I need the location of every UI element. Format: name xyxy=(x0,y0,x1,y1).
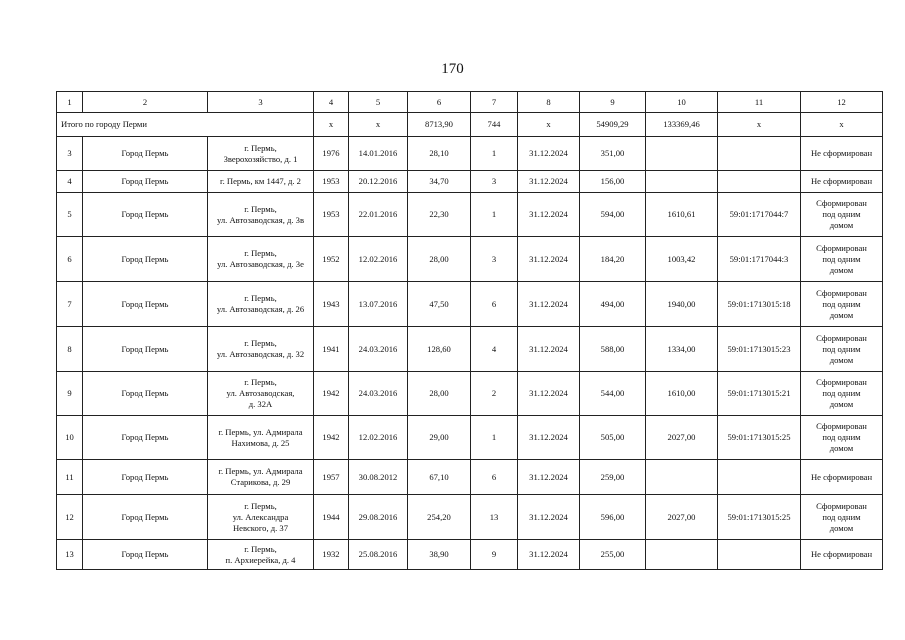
status-cell-line: под одним xyxy=(822,388,861,398)
col10-cell: 2027,00 xyxy=(646,495,718,540)
column-number: 5 xyxy=(349,92,408,113)
address-cell-line: ул. Автозаводская, д. 32 xyxy=(216,349,305,359)
deadline-cell: 31.12.2024 xyxy=(518,416,580,460)
address-cell xyxy=(208,372,314,416)
status-cell-line: Не сформирован xyxy=(810,148,873,158)
status-cell-line: под одним xyxy=(822,209,861,219)
date-cell: 29.08.2016 xyxy=(349,495,408,540)
area-cell: 254,20 xyxy=(408,495,471,540)
col9-cell: 594,00 xyxy=(580,193,646,237)
area-cell: 28,00 xyxy=(408,237,471,282)
status-cell-line: Сформирован xyxy=(816,421,867,431)
people-cell: 4 xyxy=(471,327,518,372)
col10-cell xyxy=(646,540,718,570)
col9-cell: 494,00 xyxy=(580,282,646,327)
status-cell-line: под одним xyxy=(822,253,861,264)
municipality-cell: Город Пермь xyxy=(83,237,208,282)
year-cell: 1953 xyxy=(314,171,349,193)
col9-cell: 351,00 xyxy=(580,137,646,171)
date-cell: 22.01.2016 xyxy=(349,193,408,237)
area-cell: 67,10 xyxy=(408,460,471,495)
table-row xyxy=(57,495,883,540)
col10-cell: 1940,00 xyxy=(646,282,718,327)
date-cell: 12.02.2016 xyxy=(349,237,408,282)
row-number: 4 xyxy=(57,171,83,193)
status-cell xyxy=(801,237,883,282)
area-cell: 29,00 xyxy=(408,416,471,460)
row-number: 6 xyxy=(57,237,83,282)
status-cell xyxy=(801,171,883,193)
address-cell xyxy=(208,327,314,372)
row-number: 8 xyxy=(57,327,83,372)
address-cell xyxy=(208,171,314,193)
status-cell xyxy=(801,327,883,372)
deadline-cell: 31.12.2024 xyxy=(518,282,580,327)
table-row xyxy=(57,327,883,372)
year-cell: 1944 xyxy=(314,495,349,540)
table-row xyxy=(57,137,883,171)
address-cell-line: г. Пермь, км 1447, д. 2 xyxy=(220,176,301,186)
total-people: 744 xyxy=(471,113,518,137)
cadastral-cell xyxy=(718,171,801,193)
deadline-cell: 31.12.2024 xyxy=(518,540,580,570)
cadastral-cell: 59:01:1713015:21 xyxy=(718,372,801,416)
col9-cell: 184,20 xyxy=(580,237,646,282)
municipality-cell: Город Пермь xyxy=(83,137,208,171)
address-cell-line: г. Пермь, xyxy=(244,248,277,258)
status-cell-line: Сформирован xyxy=(816,242,867,253)
year-cell: 1976 xyxy=(314,137,349,171)
people-cell: 3 xyxy=(471,171,518,193)
area-cell: 28,10 xyxy=(408,137,471,171)
col9-cell: 544,00 xyxy=(580,372,646,416)
people-cell: 1 xyxy=(471,137,518,171)
area-cell: 34,70 xyxy=(408,171,471,193)
status-cell-line: домом xyxy=(829,354,854,365)
status-cell xyxy=(801,460,883,495)
column-number: 3 xyxy=(208,92,314,113)
total-cell: х xyxy=(718,113,801,137)
table-row xyxy=(57,171,883,193)
address-cell-line: г. Пермь, xyxy=(244,543,277,554)
date-cell: 13.07.2016 xyxy=(349,282,408,327)
deadline-cell: 31.12.2024 xyxy=(518,193,580,237)
col10-cell: 1334,00 xyxy=(646,327,718,372)
column-number: 4 xyxy=(314,92,349,113)
col9-cell: 156,00 xyxy=(580,171,646,193)
people-cell: 6 xyxy=(471,282,518,327)
year-cell: 1957 xyxy=(314,460,349,495)
status-cell-line: домом xyxy=(829,220,854,230)
deadline-cell: 31.12.2024 xyxy=(518,495,580,540)
municipality-cell: Город Пермь xyxy=(83,540,208,570)
row-number: 5 xyxy=(57,193,83,237)
municipality-cell: Город Пермь xyxy=(83,495,208,540)
status-cell-line: домом xyxy=(829,399,854,409)
address-cell xyxy=(208,193,314,237)
address-cell xyxy=(208,282,314,327)
people-cell: 1 xyxy=(471,416,518,460)
status-cell-line: под одним xyxy=(822,298,861,309)
total-row xyxy=(57,113,883,137)
total-cell: х xyxy=(518,113,580,137)
row-number: 3 xyxy=(57,137,83,171)
total-col10: 133369,46 xyxy=(646,113,718,137)
municipality-cell: Город Пермь xyxy=(83,416,208,460)
col9-cell: 255,00 xyxy=(580,540,646,570)
status-cell-line: Сформирован xyxy=(816,287,867,298)
address-cell-line: г. Пермь, ул. Адмирала xyxy=(218,426,303,437)
date-cell: 25.08.2016 xyxy=(349,540,408,570)
status-cell-line: Сформирован xyxy=(816,500,867,511)
address-cell-line: ул. Автозаводская, д. 3е xyxy=(217,259,304,269)
date-cell: 20.12.2016 xyxy=(349,171,408,193)
municipality-cell: Город Пермь xyxy=(83,460,208,495)
total-area: 8713,90 xyxy=(408,113,471,137)
people-cell: 9 xyxy=(471,540,518,570)
date-cell: 24.03.2016 xyxy=(349,327,408,372)
municipality-cell: Город Пермь xyxy=(83,372,208,416)
deadline-cell: 31.12.2024 xyxy=(518,372,580,416)
year-cell: 1952 xyxy=(314,237,349,282)
status-cell-line: под одним xyxy=(822,511,861,522)
status-cell xyxy=(801,282,883,327)
year-cell: 1942 xyxy=(314,416,349,460)
column-number-row xyxy=(57,92,883,113)
col9-cell: 505,00 xyxy=(580,416,646,460)
address-cell-line: г. Пермь, xyxy=(244,377,277,387)
cadastral-cell xyxy=(718,540,801,570)
date-cell: 24.03.2016 xyxy=(349,372,408,416)
address-cell-line: г. Пермь, xyxy=(244,500,277,511)
municipality-cell: Город Пермь xyxy=(83,327,208,372)
table-row xyxy=(57,416,883,460)
year-cell: 1941 xyxy=(314,327,349,372)
status-cell-line: домом xyxy=(829,443,854,453)
address-cell xyxy=(208,540,314,570)
row-number: 10 xyxy=(57,416,83,460)
col9-cell: 596,00 xyxy=(580,495,646,540)
area-cell: 22,30 xyxy=(408,193,471,237)
address-cell-line: ул. Автозаводская, xyxy=(226,388,295,398)
municipality-cell: Город Пермь xyxy=(83,282,208,327)
people-cell: 2 xyxy=(471,372,518,416)
status-cell-line: Не сформирован xyxy=(810,549,873,559)
status-cell xyxy=(801,540,883,570)
date-cell: 12.02.2016 xyxy=(349,416,408,460)
status-cell xyxy=(801,372,883,416)
cadastral-cell: 59:01:1713015:25 xyxy=(718,495,801,540)
status-cell-line: под одним xyxy=(822,343,861,354)
col10-cell: 1610,61 xyxy=(646,193,718,237)
table-row xyxy=(57,282,883,327)
status-cell xyxy=(801,137,883,171)
deadline-cell: 31.12.2024 xyxy=(518,171,580,193)
date-cell: 14.01.2016 xyxy=(349,137,408,171)
address-cell-line: г. Пермь, xyxy=(244,203,277,214)
table-row xyxy=(57,193,883,237)
column-number: 7 xyxy=(471,92,518,113)
row-number: 11 xyxy=(57,460,83,495)
deadline-cell: 31.12.2024 xyxy=(518,137,580,171)
status-cell xyxy=(801,193,883,237)
people-cell: 13 xyxy=(471,495,518,540)
address-cell xyxy=(208,237,314,282)
table-row xyxy=(57,460,883,495)
people-cell: 1 xyxy=(471,193,518,237)
column-number: 6 xyxy=(408,92,471,113)
deadline-cell: 31.12.2024 xyxy=(518,327,580,372)
total-cell: х xyxy=(801,113,883,137)
status-cell-line: Не сформирован xyxy=(810,176,873,186)
date-cell: 30.08.2012 xyxy=(349,460,408,495)
year-cell: 1943 xyxy=(314,282,349,327)
address-cell-line: г. Пермь, xyxy=(244,293,277,303)
registry-table xyxy=(56,91,883,570)
address-cell-line: ул. Автозаводская, д. 3в xyxy=(216,214,305,225)
area-cell: 47,50 xyxy=(408,282,471,327)
address-cell xyxy=(208,416,314,460)
address-cell-line: д. 32А xyxy=(248,399,273,409)
column-number: 9 xyxy=(580,92,646,113)
area-cell: 128,60 xyxy=(408,327,471,372)
column-number: 10 xyxy=(646,92,718,113)
status-cell xyxy=(801,416,883,460)
area-cell: 38,90 xyxy=(408,540,471,570)
column-number: 1 xyxy=(57,92,83,113)
address-cell-line: г. Пермь, ул. Адмирала xyxy=(218,466,303,476)
people-cell: 3 xyxy=(471,237,518,282)
total-cell: х xyxy=(314,113,349,137)
cadastral-cell: 59:01:1713015:18 xyxy=(718,282,801,327)
column-number: 8 xyxy=(518,92,580,113)
cadastral-cell: 59:01:1713015:23 xyxy=(718,327,801,372)
column-number: 2 xyxy=(83,92,208,113)
cadastral-cell xyxy=(718,460,801,495)
people-cell: 6 xyxy=(471,460,518,495)
total-label: Итого по городу Перми xyxy=(57,113,314,137)
deadline-cell: 31.12.2024 xyxy=(518,460,580,495)
column-number: 12 xyxy=(801,92,883,113)
municipality-cell: Город Пермь xyxy=(83,193,208,237)
column-number: 11 xyxy=(718,92,801,113)
status-cell-line: под одним xyxy=(822,432,861,442)
address-cell xyxy=(208,495,314,540)
col10-cell: 2027,00 xyxy=(646,416,718,460)
page-number: 170 xyxy=(441,61,464,77)
col9-cell: 259,00 xyxy=(580,460,646,495)
address-cell-line: Невского, д. 37 xyxy=(232,522,289,533)
address-cell-line: п. Архиерейка, д. 4 xyxy=(225,554,296,565)
col10-cell xyxy=(646,137,718,171)
cadastral-cell: 59:01:1717044:7 xyxy=(718,193,801,237)
status-cell-line: домом xyxy=(829,264,854,275)
cadastral-cell: 59:01:1717044:3 xyxy=(718,237,801,282)
table-row xyxy=(57,237,883,282)
col10-cell xyxy=(646,460,718,495)
row-number: 13 xyxy=(57,540,83,570)
col10-cell: 1610,00 xyxy=(646,372,718,416)
address-cell-line: ул. Александра xyxy=(232,511,289,522)
year-cell: 1942 xyxy=(314,372,349,416)
row-number: 12 xyxy=(57,495,83,540)
address-cell-line: ул. Автозаводская, д. 26 xyxy=(216,304,305,314)
table-row xyxy=(57,372,883,416)
row-number: 9 xyxy=(57,372,83,416)
address-cell-line: Старикова, д. 29 xyxy=(230,477,291,487)
address-cell-line: г. Пермь, xyxy=(244,142,277,153)
cadastral-cell xyxy=(718,137,801,171)
total-col9: 54909,29 xyxy=(580,113,646,137)
status-cell xyxy=(801,495,883,540)
total-cell: х xyxy=(349,113,408,137)
cadastral-cell: 59:01:1713015:25 xyxy=(718,416,801,460)
table-row xyxy=(57,540,883,570)
deadline-cell: 31.12.2024 xyxy=(518,237,580,282)
year-cell: 1953 xyxy=(314,193,349,237)
area-cell: 28,00 xyxy=(408,372,471,416)
address-cell-line: Зверохозяйство, д. 1 xyxy=(223,153,298,164)
status-cell-line: Сформирован xyxy=(816,198,867,208)
status-cell-line: Сформирован xyxy=(816,332,867,343)
address-cell-line: Нахимова, д. 25 xyxy=(231,437,290,448)
year-cell: 1932 xyxy=(314,540,349,570)
municipality-cell: Город Пермь xyxy=(83,171,208,193)
col9-cell: 588,00 xyxy=(580,327,646,372)
col10-cell: 1003,42 xyxy=(646,237,718,282)
address-cell-line: г. Пермь, xyxy=(244,338,277,348)
status-cell-line: домом xyxy=(829,522,854,533)
status-cell-line: Сформирован xyxy=(816,377,867,387)
address-cell xyxy=(208,137,314,171)
row-number: 7 xyxy=(57,282,83,327)
address-cell xyxy=(208,460,314,495)
col10-cell xyxy=(646,171,718,193)
status-cell-line: домом xyxy=(829,309,854,320)
status-cell-line: Не сформирован xyxy=(810,471,873,482)
